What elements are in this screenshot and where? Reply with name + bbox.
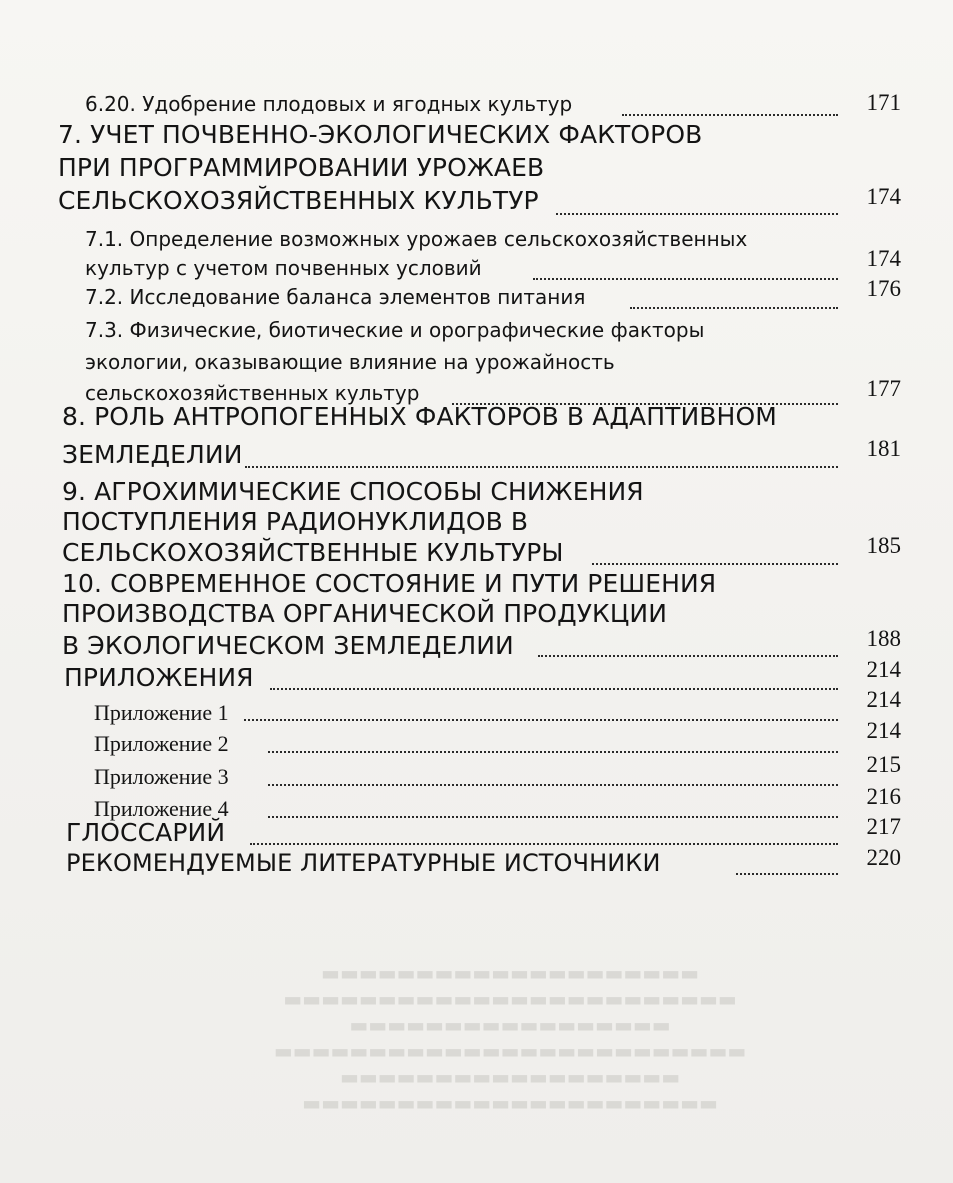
toc-entry-title: экологии, оказывающие влияние на урожайность	[85, 350, 615, 374]
toc-page-number: 185	[866, 533, 901, 558]
toc-page-number: 215	[866, 752, 901, 777]
toc-entry-title: 7.3. Физические, биотические и орографические факторы	[85, 318, 705, 342]
dot-leader	[244, 719, 838, 721]
bleed-through-decoration: ▬▬▬▬▬▬▬▬▬▬▬▬▬▬▬▬▬▬▬▬ ▬▬▬▬▬▬▬▬▬▬▬▬▬▬▬▬▬▬▬▬▬▬▬▬ ▬▬▬▬▬▬▬▬▬▬▬▬▬▬▬▬▬ ▬▬▬▬▬▬▬▬▬▬▬▬▬▬▬▬▬▬▬▬▬▬▬▬▬ ▬▬▬▬▬▬▬▬▬▬▬▬▬▬▬▬▬▬ ▬▬▬▬▬▬▬▬▬▬▬▬▬▬▬▬▬▬▬▬▬▬	[273, 961, 747, 1115]
toc-page-number: 176	[866, 276, 901, 301]
dot-leader	[538, 655, 838, 657]
toc-entry-title: ПРИЛОЖЕНИЯ	[64, 663, 254, 692]
toc-entry-title: 7.1. Определение возможных урожаев сельскохозяйственных	[85, 227, 748, 251]
dot-leader	[268, 784, 838, 786]
toc-entry-title: СЕЛЬСКОХОЗЯЙСТВЕННЫХ КУЛЬТУР	[58, 186, 539, 215]
toc-page-number: 214	[866, 687, 901, 712]
toc-page-number: 188	[866, 626, 901, 651]
toc-page-number: 171	[866, 90, 901, 115]
toc-entry-title: СЕЛЬСКОХОЗЯЙСТВЕННЫЕ КУЛЬТУРЫ	[62, 538, 564, 567]
toc-entry-title: сельскохозяйственных культур	[85, 381, 420, 405]
dot-leader	[245, 466, 838, 468]
dot-leader	[736, 873, 838, 875]
toc-entry-title: 8. РОЛЬ АНТРОПОГЕННЫХ ФАКТОРОВ В АДАПТИВНОМ	[62, 402, 777, 431]
toc-page-number: 214	[866, 657, 901, 682]
toc-entry-title: РЕКОМЕНДУЕМЫЕ ЛИТЕРАТУРНЫЕ ИСТОЧНИКИ	[66, 849, 661, 877]
toc-page-number: 220	[866, 845, 901, 870]
toc-entry-title: ПРИ ПРОГРАММИРОВАНИИ УРОЖАЕВ	[58, 153, 545, 182]
toc-entry-title: Приложение 1	[94, 700, 229, 725]
dot-leader	[270, 688, 838, 690]
toc-page-number: 174	[866, 184, 901, 209]
toc-entry-title: ЗЕМЛЕДЕЛИИ	[62, 440, 243, 469]
toc-entry-title: 9. АГРОХИМИЧЕСКИЕ СПОСОБЫ СНИЖЕНИЯ	[62, 477, 644, 506]
toc-entry-title: 7.2. Исследование баланса элементов питания	[85, 285, 586, 309]
dot-leader	[556, 213, 838, 215]
dot-leader	[268, 751, 838, 753]
dot-leader	[592, 563, 838, 565]
toc-entry-title: культур с учетом почвенных условий	[85, 256, 482, 280]
toc-entry-title: Приложение 4	[94, 796, 229, 821]
toc-entry-title: Приложение 2	[94, 731, 229, 756]
dot-leader	[250, 843, 838, 845]
toc-entry-title: ПОСТУПЛЕНИЯ РАДИОНУКЛИДОВ В	[62, 507, 529, 536]
toc-page-number: 216	[866, 784, 901, 809]
dot-leader	[533, 278, 838, 280]
toc-entry-title: В ЭКОЛОГИЧЕСКОМ ЗЕМЛЕДЕЛИИ	[62, 631, 514, 660]
toc-page-number: 177	[866, 376, 901, 401]
toc-page-number: 181	[866, 436, 901, 461]
dot-leader	[622, 114, 838, 116]
toc-entry-title: 10. СОВРЕМЕННОЕ СОСТОЯНИЕ И ПУТИ РЕШЕНИЯ	[62, 569, 717, 598]
toc-page-number: 214	[866, 718, 901, 743]
toc-entry-title: Приложение 3	[94, 764, 229, 789]
toc-entry-title: 6.20. Удобрение плодовых и ягодных культур	[85, 92, 573, 116]
toc-entry-title: ГЛОССАРИЙ	[66, 818, 226, 847]
toc-page-number: 174	[866, 246, 901, 271]
toc-page-number: 217	[866, 814, 901, 839]
dot-leader	[268, 816, 838, 818]
dot-leader	[630, 307, 838, 309]
toc-entry-title: ПРОИЗВОДСТВА ОРГАНИЧЕСКОЙ ПРОДУКЦИИ	[62, 599, 668, 628]
toc-entry-title: 7. УЧЕТ ПОЧВЕННО-ЭКОЛОГИЧЕСКИХ ФАКТОРОВ	[58, 120, 703, 149]
